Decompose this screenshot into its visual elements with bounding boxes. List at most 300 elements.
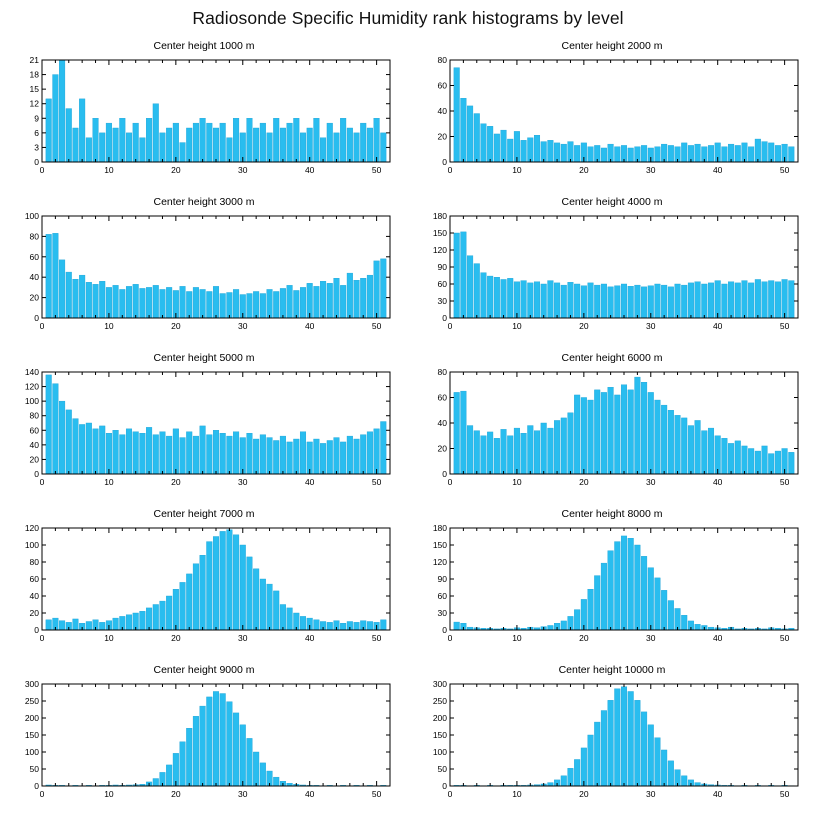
bar bbox=[99, 133, 105, 162]
bar bbox=[655, 578, 661, 630]
bar bbox=[588, 400, 594, 474]
bar bbox=[113, 128, 119, 162]
bar bbox=[561, 285, 567, 318]
y-tick-label: 90 bbox=[437, 262, 447, 272]
bar bbox=[186, 728, 192, 786]
x-tick-label: 10 bbox=[104, 477, 114, 487]
bar bbox=[287, 285, 293, 318]
bar bbox=[601, 284, 607, 318]
bar bbox=[287, 123, 293, 162]
bar bbox=[507, 436, 513, 474]
bar bbox=[294, 290, 300, 318]
y-tick-label: 0 bbox=[442, 313, 447, 323]
panel-title-2: Center height 3000 m bbox=[153, 196, 255, 208]
bar bbox=[594, 285, 600, 318]
x-tick-label: 30 bbox=[238, 321, 248, 331]
bar bbox=[635, 545, 641, 630]
y-tick-label: 21 bbox=[29, 55, 39, 65]
bar bbox=[381, 133, 387, 162]
y-tick-label: 0 bbox=[442, 469, 447, 479]
bar bbox=[66, 410, 72, 474]
bar bbox=[621, 536, 627, 630]
x-tick-label: 40 bbox=[712, 321, 723, 331]
bar bbox=[280, 288, 286, 318]
y-tick-label: 20 bbox=[29, 454, 39, 465]
bar bbox=[655, 147, 661, 162]
y-tick-label: 80 bbox=[29, 410, 39, 421]
bar bbox=[180, 438, 186, 474]
bar bbox=[53, 75, 59, 162]
y-tick-label: 150 bbox=[432, 540, 447, 550]
x-tick-label: 30 bbox=[646, 321, 656, 331]
bar bbox=[367, 622, 373, 631]
bar bbox=[574, 759, 580, 786]
x-tick-label: 30 bbox=[646, 633, 656, 643]
y-tick-label: 100 bbox=[24, 540, 39, 550]
bar bbox=[173, 589, 179, 630]
y-tick-label: 90 bbox=[437, 574, 447, 584]
bar bbox=[53, 384, 59, 474]
bar bbox=[608, 551, 614, 630]
bar bbox=[454, 233, 460, 318]
bar bbox=[140, 433, 146, 474]
y-tick-label: 40 bbox=[29, 439, 39, 450]
bar bbox=[173, 429, 179, 474]
bar bbox=[541, 423, 547, 474]
bar bbox=[166, 436, 172, 474]
bar bbox=[180, 286, 186, 318]
bar bbox=[615, 542, 621, 630]
x-tick-label: 0 bbox=[447, 633, 453, 643]
bar bbox=[615, 689, 621, 786]
x-tick-label: 10 bbox=[104, 165, 114, 175]
y-tick-label: 100 bbox=[24, 211, 39, 221]
bar bbox=[641, 287, 647, 318]
bar bbox=[193, 287, 199, 318]
y-tick-label: 60 bbox=[437, 80, 447, 91]
bar bbox=[702, 284, 708, 318]
bar bbox=[273, 591, 279, 630]
bar bbox=[240, 725, 246, 786]
bar bbox=[467, 256, 473, 318]
bar bbox=[260, 435, 266, 474]
bar bbox=[742, 446, 748, 474]
bar bbox=[233, 535, 239, 630]
bar bbox=[327, 283, 333, 318]
y-tick-label: 120 bbox=[432, 557, 447, 567]
bar bbox=[541, 284, 547, 318]
bar bbox=[681, 776, 687, 786]
x-tick-label: 10 bbox=[512, 165, 522, 175]
bar bbox=[574, 284, 580, 318]
bar bbox=[193, 716, 199, 786]
y-tick-label: 60 bbox=[437, 392, 447, 403]
bar bbox=[273, 118, 279, 162]
bar bbox=[173, 123, 179, 162]
bar bbox=[113, 618, 119, 630]
bar bbox=[668, 601, 674, 630]
bar bbox=[789, 147, 795, 162]
bar bbox=[347, 273, 353, 318]
bar bbox=[367, 432, 373, 474]
y-tick-label: 300 bbox=[24, 679, 39, 689]
bar bbox=[160, 289, 166, 318]
bar bbox=[615, 147, 621, 162]
bar bbox=[267, 289, 273, 318]
bar bbox=[367, 275, 373, 318]
x-tick-label: 0 bbox=[447, 477, 453, 487]
bar bbox=[153, 104, 159, 162]
bar bbox=[360, 435, 366, 474]
histogram-svg-9 bbox=[414, 678, 810, 806]
y-tick-label: 20 bbox=[29, 292, 39, 303]
bar bbox=[675, 608, 681, 630]
bar bbox=[166, 287, 172, 318]
x-tick-label: 50 bbox=[371, 165, 382, 175]
x-tick-label: 40 bbox=[304, 477, 315, 487]
bar bbox=[374, 261, 380, 318]
bar bbox=[220, 531, 226, 630]
y-tick-label: 0 bbox=[442, 157, 447, 167]
bar bbox=[267, 133, 273, 162]
bar bbox=[588, 589, 594, 630]
bar bbox=[146, 608, 152, 630]
bar bbox=[153, 779, 159, 786]
histogram-svg-6 bbox=[6, 522, 402, 650]
x-tick-label: 50 bbox=[371, 789, 382, 799]
bar bbox=[507, 139, 513, 162]
y-tick-label: 0 bbox=[442, 625, 447, 635]
bar bbox=[46, 375, 52, 474]
bar bbox=[280, 436, 286, 474]
bar bbox=[514, 282, 520, 318]
y-tick-label: 50 bbox=[29, 764, 39, 774]
y-tick-label: 60 bbox=[437, 591, 447, 601]
bar bbox=[641, 556, 647, 630]
plot-9 bbox=[414, 678, 810, 806]
bar bbox=[354, 280, 360, 318]
y-tick-label: 60 bbox=[437, 279, 447, 289]
bar bbox=[327, 123, 333, 162]
bar bbox=[287, 608, 293, 630]
y-tick-label: 60 bbox=[29, 425, 39, 436]
bar bbox=[507, 278, 513, 318]
bar bbox=[66, 109, 72, 162]
x-tick-label: 40 bbox=[712, 477, 723, 487]
bar bbox=[133, 123, 139, 162]
bar bbox=[166, 596, 172, 630]
bar bbox=[46, 99, 52, 162]
bar bbox=[253, 439, 259, 474]
bar bbox=[314, 439, 320, 474]
bar bbox=[574, 395, 580, 474]
bar bbox=[273, 440, 279, 474]
bar bbox=[253, 128, 259, 162]
plot-0 bbox=[6, 54, 402, 182]
bar bbox=[340, 118, 346, 162]
bar bbox=[86, 423, 92, 474]
bar bbox=[755, 451, 761, 474]
bar bbox=[146, 287, 152, 318]
bar bbox=[73, 279, 79, 318]
y-tick-label: 120 bbox=[24, 381, 39, 392]
bar bbox=[220, 294, 226, 318]
x-tick-label: 20 bbox=[579, 789, 589, 799]
bar bbox=[273, 291, 279, 318]
bar bbox=[233, 118, 239, 162]
bar bbox=[641, 712, 647, 786]
panel-title-3: Center height 4000 m bbox=[561, 196, 663, 208]
x-tick-label: 40 bbox=[304, 165, 315, 175]
bar bbox=[367, 128, 373, 162]
bar bbox=[233, 432, 239, 474]
panel-title-1: Center height 2000 m bbox=[561, 40, 663, 52]
bar bbox=[207, 291, 213, 318]
plot-5 bbox=[414, 366, 810, 494]
bar bbox=[227, 530, 233, 630]
bar bbox=[621, 385, 627, 474]
x-tick-label: 0 bbox=[39, 633, 45, 643]
x-tick-label: 0 bbox=[447, 321, 453, 331]
bar bbox=[207, 542, 213, 630]
bar bbox=[474, 264, 480, 318]
bars bbox=[46, 375, 386, 474]
x-tick-label: 50 bbox=[371, 477, 382, 487]
bar bbox=[628, 538, 634, 630]
bar bbox=[568, 142, 574, 162]
bar bbox=[340, 623, 346, 630]
bar bbox=[113, 430, 119, 474]
bar bbox=[227, 436, 233, 474]
bar bbox=[213, 128, 219, 162]
x-tick-label: 30 bbox=[646, 477, 656, 487]
bar bbox=[534, 135, 540, 162]
bar bbox=[548, 625, 554, 630]
bar bbox=[768, 281, 774, 318]
bars bbox=[46, 233, 386, 318]
y-tick-label: 100 bbox=[24, 396, 39, 407]
bar bbox=[722, 438, 728, 474]
y-tick-label: 18 bbox=[29, 69, 39, 80]
bar bbox=[695, 624, 701, 630]
bar bbox=[481, 273, 487, 318]
bar bbox=[675, 284, 681, 318]
bar bbox=[608, 387, 614, 474]
x-tick-label: 20 bbox=[171, 789, 181, 799]
bar bbox=[374, 429, 380, 474]
bar bbox=[681, 285, 687, 318]
bar bbox=[748, 283, 754, 318]
panel-title-0: Center height 1000 m bbox=[153, 40, 255, 52]
y-tick-label: 30 bbox=[437, 608, 447, 618]
bar bbox=[227, 138, 233, 162]
bar bbox=[207, 697, 213, 786]
bar bbox=[621, 284, 627, 318]
bar bbox=[708, 145, 714, 162]
bar bbox=[494, 277, 500, 318]
bar bbox=[715, 436, 721, 474]
x-tick-label: 0 bbox=[39, 165, 45, 175]
x-tick-label: 50 bbox=[371, 321, 382, 331]
x-tick-label: 50 bbox=[371, 633, 382, 643]
bar bbox=[641, 145, 647, 162]
x-tick-label: 10 bbox=[104, 633, 114, 643]
bar bbox=[207, 123, 213, 162]
histogram-svg-8 bbox=[6, 678, 402, 806]
bar bbox=[681, 418, 687, 474]
bar bbox=[661, 405, 667, 474]
bar bbox=[300, 616, 306, 630]
y-tick-label: 140 bbox=[24, 367, 39, 377]
bar bbox=[233, 289, 239, 318]
bar bbox=[314, 286, 320, 318]
x-tick-label: 10 bbox=[512, 321, 522, 331]
bar bbox=[113, 285, 119, 318]
bar bbox=[126, 429, 132, 474]
bar bbox=[548, 281, 554, 318]
bar bbox=[461, 232, 467, 318]
y-tick-label: 0 bbox=[34, 157, 39, 167]
x-tick-label: 50 bbox=[779, 633, 790, 643]
bar bbox=[728, 282, 734, 318]
bar bbox=[381, 422, 387, 474]
bar bbox=[494, 438, 500, 474]
bar bbox=[126, 133, 132, 162]
bar bbox=[762, 446, 768, 474]
bar bbox=[260, 294, 266, 318]
bar bbox=[762, 282, 768, 318]
bar bbox=[548, 783, 554, 786]
bar bbox=[320, 138, 326, 162]
bar bbox=[334, 278, 340, 318]
bar bbox=[347, 436, 353, 474]
y-tick-label: 30 bbox=[437, 296, 447, 306]
y-tick-label: 120 bbox=[24, 523, 39, 533]
bar bbox=[213, 286, 219, 318]
bar bbox=[120, 118, 126, 162]
panel-title-7: Center height 8000 m bbox=[561, 508, 663, 520]
histogram-svg-5 bbox=[414, 366, 810, 494]
bar bbox=[474, 431, 480, 474]
bar bbox=[528, 426, 534, 474]
bar bbox=[180, 582, 186, 630]
bar bbox=[574, 145, 580, 162]
bar bbox=[294, 118, 300, 162]
bar bbox=[300, 432, 306, 474]
y-tick-label: 40 bbox=[437, 418, 447, 428]
y-tick-label: 80 bbox=[29, 231, 39, 242]
bar bbox=[106, 123, 112, 162]
x-tick-label: 30 bbox=[238, 165, 248, 175]
bar bbox=[588, 283, 594, 318]
bar bbox=[186, 291, 192, 318]
y-tick-label: 60 bbox=[29, 251, 39, 262]
bar bbox=[247, 557, 253, 630]
bar bbox=[548, 140, 554, 162]
histogram-svg-3 bbox=[414, 210, 810, 338]
x-tick-label: 50 bbox=[779, 165, 790, 175]
bars bbox=[454, 68, 794, 162]
bar bbox=[561, 144, 567, 162]
bar bbox=[213, 537, 219, 631]
bar bbox=[193, 564, 199, 630]
bar bbox=[99, 281, 105, 318]
bar bbox=[200, 426, 206, 474]
x-tick-label: 10 bbox=[104, 321, 114, 331]
bar bbox=[79, 99, 85, 162]
bar bbox=[160, 601, 166, 630]
bar bbox=[146, 427, 152, 474]
x-tick-label: 20 bbox=[579, 633, 589, 643]
bar bbox=[354, 133, 360, 162]
bar bbox=[748, 449, 754, 475]
histogram-svg-7 bbox=[414, 522, 810, 650]
bar bbox=[628, 691, 634, 786]
y-tick-label: 150 bbox=[432, 730, 447, 740]
bar bbox=[668, 145, 674, 162]
bar bbox=[728, 443, 734, 474]
bar bbox=[722, 147, 728, 162]
bar bbox=[220, 123, 226, 162]
bar bbox=[487, 432, 493, 474]
y-tick-label: 150 bbox=[24, 730, 39, 740]
x-tick-label: 30 bbox=[238, 477, 248, 487]
bar bbox=[307, 283, 313, 318]
bar bbox=[601, 563, 607, 630]
bar bbox=[193, 436, 199, 474]
bar bbox=[501, 279, 507, 318]
bar bbox=[695, 282, 701, 318]
bar bbox=[334, 133, 340, 162]
bar bbox=[233, 713, 239, 786]
bar bbox=[574, 610, 580, 630]
bar bbox=[661, 285, 667, 318]
bar bbox=[99, 622, 105, 630]
bar bbox=[655, 400, 661, 474]
bar bbox=[260, 763, 266, 786]
bar bbox=[561, 621, 567, 630]
bar bbox=[635, 377, 641, 474]
bar bbox=[501, 130, 507, 162]
bar bbox=[554, 283, 560, 318]
bar bbox=[568, 282, 574, 318]
bar bbox=[755, 279, 761, 318]
bar bbox=[608, 287, 614, 318]
bar bbox=[240, 438, 246, 474]
bar bbox=[655, 284, 661, 318]
bars bbox=[46, 60, 386, 162]
bar bbox=[561, 776, 567, 786]
x-tick-label: 50 bbox=[779, 321, 790, 331]
bar bbox=[775, 145, 781, 162]
bar bbox=[126, 286, 132, 318]
x-tick-label: 50 bbox=[779, 477, 790, 487]
bar bbox=[200, 706, 206, 786]
bar bbox=[166, 128, 172, 162]
bar bbox=[521, 281, 527, 318]
bar bbox=[381, 620, 387, 630]
bar bbox=[280, 128, 286, 162]
bar bbox=[648, 392, 654, 474]
bar bbox=[300, 133, 306, 162]
bar bbox=[106, 433, 112, 474]
bars bbox=[454, 377, 794, 474]
bar bbox=[454, 622, 460, 630]
bar bbox=[160, 432, 166, 474]
x-tick-label: 20 bbox=[579, 165, 589, 175]
bar bbox=[247, 433, 253, 474]
bar bbox=[133, 284, 139, 318]
